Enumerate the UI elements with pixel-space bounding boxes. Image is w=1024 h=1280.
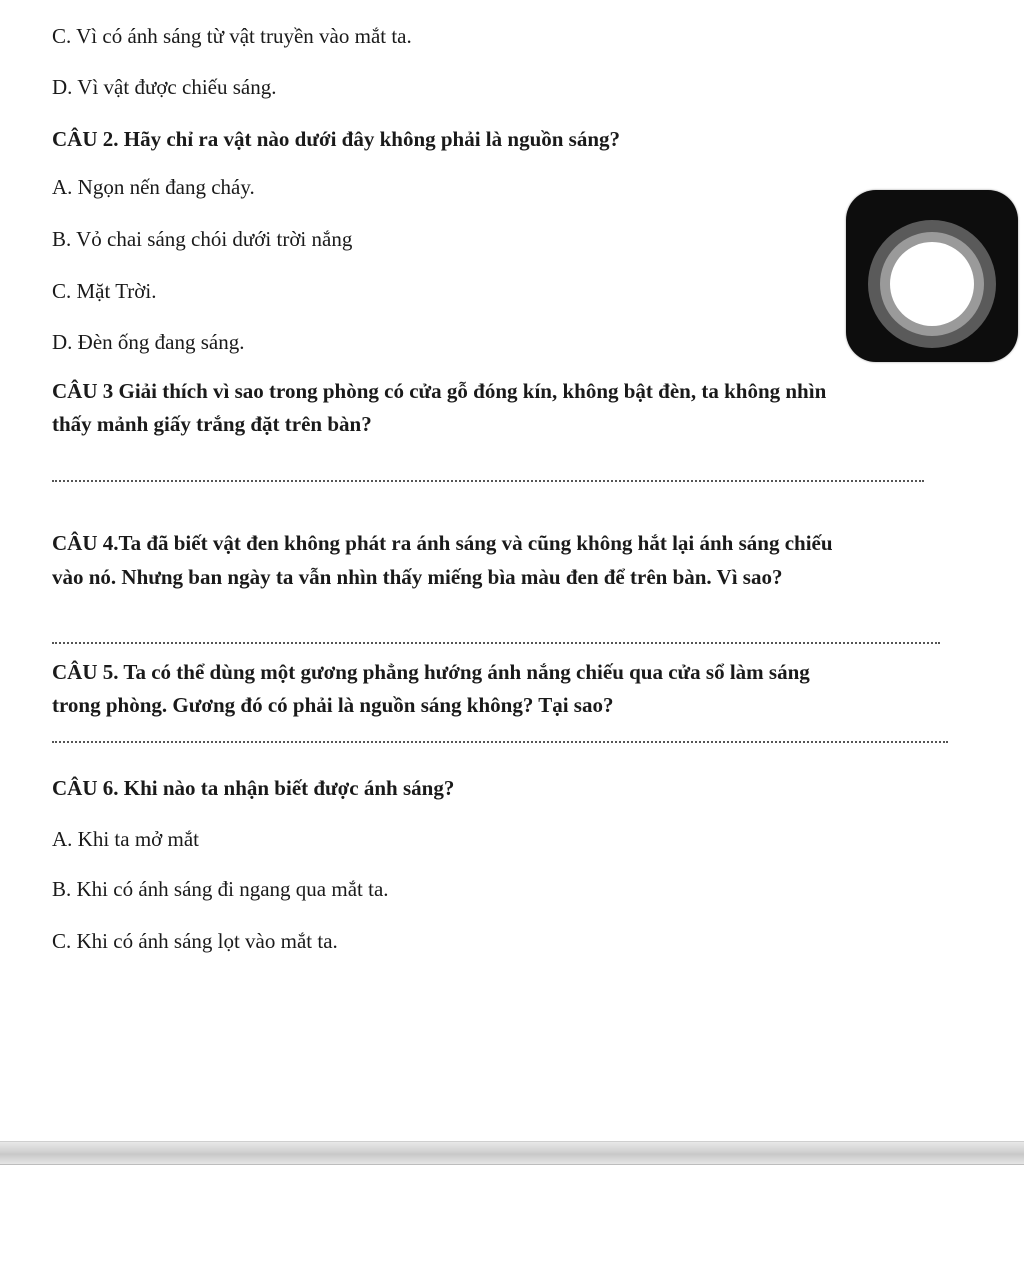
question-6: CÂU 6. Khi nào ta nhận biết được ánh sáng? xyxy=(52,776,455,800)
answer-line-q5 xyxy=(52,741,948,743)
option-a-q6: A. Khi ta mở mắt xyxy=(52,827,199,851)
assistive-touch-button[interactable] xyxy=(846,190,1018,362)
assistive-touch-icon xyxy=(868,220,996,348)
question-4-line-2: vào nó. Nhưng ban ngày ta vẫn nhìn thấy miếng bìa màu đen để trên bàn. Vì sao? xyxy=(52,565,783,589)
question-2: CÂU 2. Hãy chỉ ra vật nào dưới đây không phải là nguồn sáng? xyxy=(52,127,621,151)
question-4-line-1: CÂU 4.Ta đã biết vật đen không phát ra ánh sáng và cũng không hắt lại ánh sáng chiếu xyxy=(52,531,833,555)
option-d-q2: D. Đèn ống đang sáng. xyxy=(52,330,245,354)
question-3-line-2: thấy mảnh giấy trắng đặt trên bàn? xyxy=(52,412,372,436)
option-a-q2: A. Ngọn nến đang cháy. xyxy=(52,175,255,199)
answer-line-q4 xyxy=(52,642,940,644)
option-b-q2: B. Vỏ chai sáng chói dưới trời nắng xyxy=(52,227,353,251)
option-d-q1: D. Vì vật được chiếu sáng. xyxy=(52,75,277,99)
answer-line-q3 xyxy=(52,480,924,482)
option-b-q6: B. Khi có ánh sáng đi ngang qua mắt ta. xyxy=(52,877,389,901)
page-divider xyxy=(0,1141,1024,1165)
question-5-line-2: trong phòng. Gương đó có phải là nguồn sáng không? Tại sao? xyxy=(52,693,614,717)
option-c-q1: C. Vì có ánh sáng từ vật truyền vào mắt ta. xyxy=(52,24,412,48)
option-c-q6: C. Khi có ánh sáng lọt vào mắt ta. xyxy=(52,929,338,953)
question-5-line-1: CÂU 5. Ta có thể dùng một gương phẳng hướng ánh nắng chiếu qua cửa sổ làm sáng xyxy=(52,660,810,684)
option-c-q2: C. Mặt Trời. xyxy=(52,279,157,303)
question-3-line-1: CÂU 3 Giải thích vì sao trong phòng có cửa gỗ đóng kín, không bật đèn, ta không nhìn xyxy=(52,379,827,403)
blank-area xyxy=(0,1165,1024,1280)
